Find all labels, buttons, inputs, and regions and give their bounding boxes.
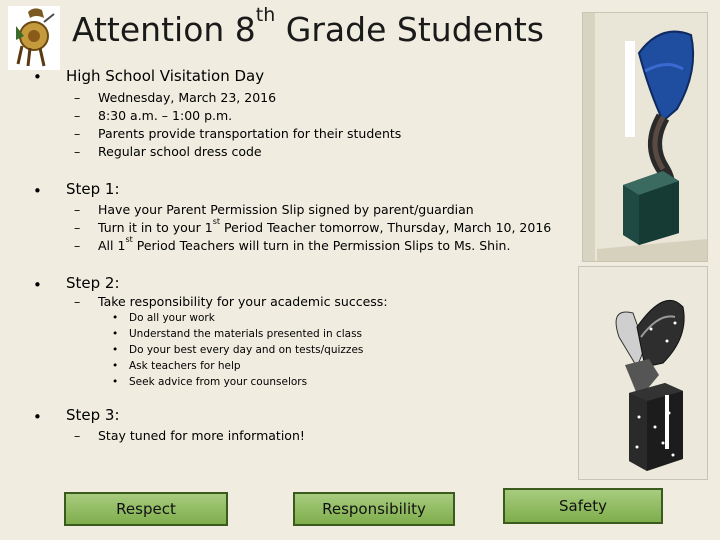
dash: – [74, 108, 81, 123]
sub-list-item: Seek advice from your counselors [129, 376, 308, 388]
dash: – [74, 202, 81, 217]
bullet: • [33, 276, 42, 294]
dash: – [74, 90, 81, 105]
page-title: Attention 8th Grade Students [72, 4, 544, 49]
sub-bullet: • [112, 344, 119, 356]
sub-bullet: • [112, 328, 119, 340]
sub-bullet: • [112, 312, 119, 324]
list-item: Stay tuned for more information! [98, 428, 305, 443]
responsibility-button[interactable]: Responsibility [293, 492, 455, 526]
safety-button[interactable]: Safety [503, 488, 663, 524]
list-item: All 1st Period Teachers will turn in the Permission Slips to Ms. Shin. [98, 235, 511, 253]
sub-bullet: • [112, 360, 119, 372]
bullet: • [33, 408, 42, 426]
dash: – [74, 144, 81, 159]
bullet: • [33, 68, 42, 86]
sculpture-photo-blue [582, 12, 708, 262]
list-item: Have your Parent Permission Slip signed by parent/guardian [98, 202, 474, 217]
list-item: Wednesday, March 23, 2016 [98, 90, 277, 105]
dash: – [74, 238, 81, 253]
list-item: Regular school dress code [98, 144, 262, 159]
dash: – [74, 294, 81, 309]
section-heading-step1: Step 1: [66, 180, 120, 198]
sub-list-item: Do your best every day and on tests/quizzes [129, 344, 364, 356]
sub-bullet: • [112, 376, 119, 388]
section-heading-visitation: High School Visitation Day [66, 67, 265, 85]
sub-list-item: Do all your work [129, 312, 215, 324]
dash: – [74, 126, 81, 141]
list-item: Take responsibility for your academic success: [98, 294, 388, 309]
dash: – [74, 220, 81, 235]
dash: – [74, 428, 81, 443]
list-item: Parents provide transportation for their students [98, 126, 402, 141]
list-item: 8:30 a.m. – 1:00 p.m. [98, 108, 233, 123]
section-heading-step3: Step 3: [66, 406, 120, 424]
sub-list-item: Understand the materials presented in class [129, 328, 363, 340]
respect-button[interactable]: Respect [64, 492, 228, 526]
sub-list-item: Ask teachers for help [129, 360, 241, 372]
list-item: Turn it in to your 1st Period Teacher tomorrow, Thursday, March 10, 2016 [98, 217, 552, 235]
bullet: • [33, 182, 42, 200]
sculpture-photo-stars [578, 266, 708, 480]
section-heading-step2: Step 2: [66, 274, 120, 292]
trojan-warrior-logo-icon [8, 6, 60, 70]
